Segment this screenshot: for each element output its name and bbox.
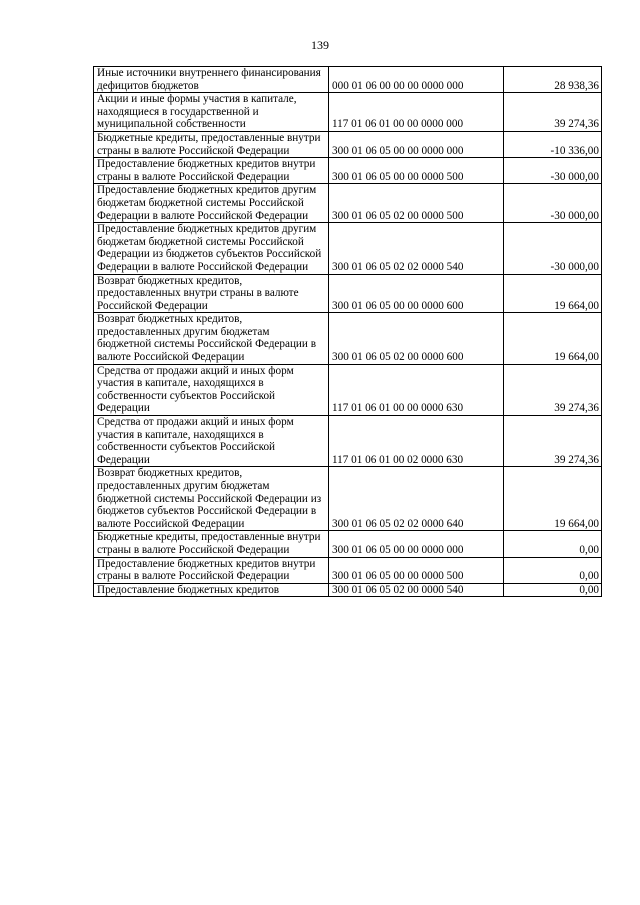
row-amount-cell: 39 274,36 <box>504 416 602 467</box>
table-row <box>94 531 602 557</box>
row-name-cell: Средства от продажи акций и иных форм участия в капитале, находящихся в собственности субъектов Российской Федерации <box>94 364 329 415</box>
table-row <box>94 184 602 223</box>
row-name-cell: Средства от продажи акций и иных форм участия в капитале, находящихся в собственности субъектов Российской Федерации <box>94 416 329 467</box>
row-amount-cell: 39 274,36 <box>504 93 602 132</box>
table-row <box>94 467 602 531</box>
table-row <box>94 313 602 364</box>
row-name-cell: Акции и иные формы участия в капитале, находящиеся в государственной и муниципальной собственности <box>94 93 329 132</box>
row-code-cell: 300 01 06 05 02 02 0000 540 <box>329 223 504 274</box>
row-amount-cell: 19 664,00 <box>504 313 602 364</box>
table-row <box>94 557 602 583</box>
table-row <box>94 223 602 274</box>
table-body <box>94 67 602 597</box>
row-code-cell: 300 01 06 05 00 00 0000 000 <box>329 531 504 557</box>
row-name-cell: Предоставление бюджетных кредитов <box>94 583 329 597</box>
row-code-cell: 117 01 06 01 00 00 0000 000 <box>329 93 504 132</box>
row-name-cell: Предоставление бюджетных кредитов другим бюджетам бюджетной системы Российской Федерации из бюджетов субъектов Российской Федерации в валюте Российской Федерации <box>94 223 329 274</box>
row-name-cell: Бюджетные кредиты, предоставленные внутри страны в валюте Российской Федерации <box>94 131 329 157</box>
row-name-cell: Бюджетные кредиты, предоставленные внутри страны в валюте Российской Федерации <box>94 531 329 557</box>
row-code-cell: 300 01 06 05 02 00 0000 540 <box>329 583 504 597</box>
row-amount-cell: 0,00 <box>504 531 602 557</box>
row-code-cell: 117 01 06 01 00 02 0000 630 <box>329 416 504 467</box>
row-name-cell: Возврат бюджетных кредитов, предоставленных другим бюджетам бюджетной системы Российской Федерации из бюджетов субъектов Российской Федерации в валюте Российской Федерации <box>94 467 329 531</box>
row-amount-cell: 0,00 <box>504 583 602 597</box>
row-code-cell: 000 01 06 00 00 00 0000 000 <box>329 67 504 93</box>
table-row <box>94 416 602 467</box>
row-name-cell: Предоставление бюджетных кредитов внутри страны в валюте Российской Федерации <box>94 158 329 184</box>
row-code-cell: 300 01 06 05 00 00 0000 600 <box>329 274 504 313</box>
row-code-cell: 300 01 06 05 00 00 0000 000 <box>329 131 504 157</box>
row-name-cell: Возврат бюджетных кредитов, предоставленных внутри страны в валюте Российской Федерации <box>94 274 329 313</box>
row-amount-cell: -30 000,00 <box>504 184 602 223</box>
row-name-cell: Возврат бюджетных кредитов, предоставленных другим бюджетам бюджетной системы Российской Федерации в валюте Российской Федерации <box>94 313 329 364</box>
row-amount-cell: 19 664,00 <box>504 467 602 531</box>
page-number: 139 <box>311 38 329 52</box>
row-code-cell: 117 01 06 01 00 00 0000 630 <box>329 364 504 415</box>
table-row <box>94 274 602 313</box>
row-name-cell: Предоставление бюджетных кредитов другим бюджетам бюджетной системы Российской Федерации в валюте Российской Федерации <box>94 184 329 223</box>
table-row <box>94 158 602 184</box>
row-code-cell: 300 01 06 05 02 02 0000 640 <box>329 467 504 531</box>
table-row <box>94 131 602 157</box>
row-code-cell: 300 01 06 05 02 00 0000 600 <box>329 313 504 364</box>
budget-sources-table <box>93 66 602 597</box>
row-amount-cell: 28 938,36 <box>504 67 602 93</box>
row-code-cell: 300 01 06 05 02 00 0000 500 <box>329 184 504 223</box>
table-row <box>94 67 602 93</box>
row-name-cell: Иные источники внутреннего финансирования дефицитов бюджетов <box>94 67 329 93</box>
row-amount-cell: -10 336,00 <box>504 131 602 157</box>
table-row <box>94 93 602 132</box>
row-amount-cell: -30 000,00 <box>504 158 602 184</box>
row-name-cell: Предоставление бюджетных кредитов внутри страны в валюте Российской Федерации <box>94 557 329 583</box>
row-amount-cell: 39 274,36 <box>504 364 602 415</box>
row-amount-cell: -30 000,00 <box>504 223 602 274</box>
table-row <box>94 364 602 415</box>
row-code-cell: 300 01 06 05 00 00 0000 500 <box>329 557 504 583</box>
table-row <box>94 583 602 597</box>
row-code-cell: 300 01 06 05 00 00 0000 500 <box>329 158 504 184</box>
row-amount-cell: 19 664,00 <box>504 274 602 313</box>
row-amount-cell: 0,00 <box>504 557 602 583</box>
